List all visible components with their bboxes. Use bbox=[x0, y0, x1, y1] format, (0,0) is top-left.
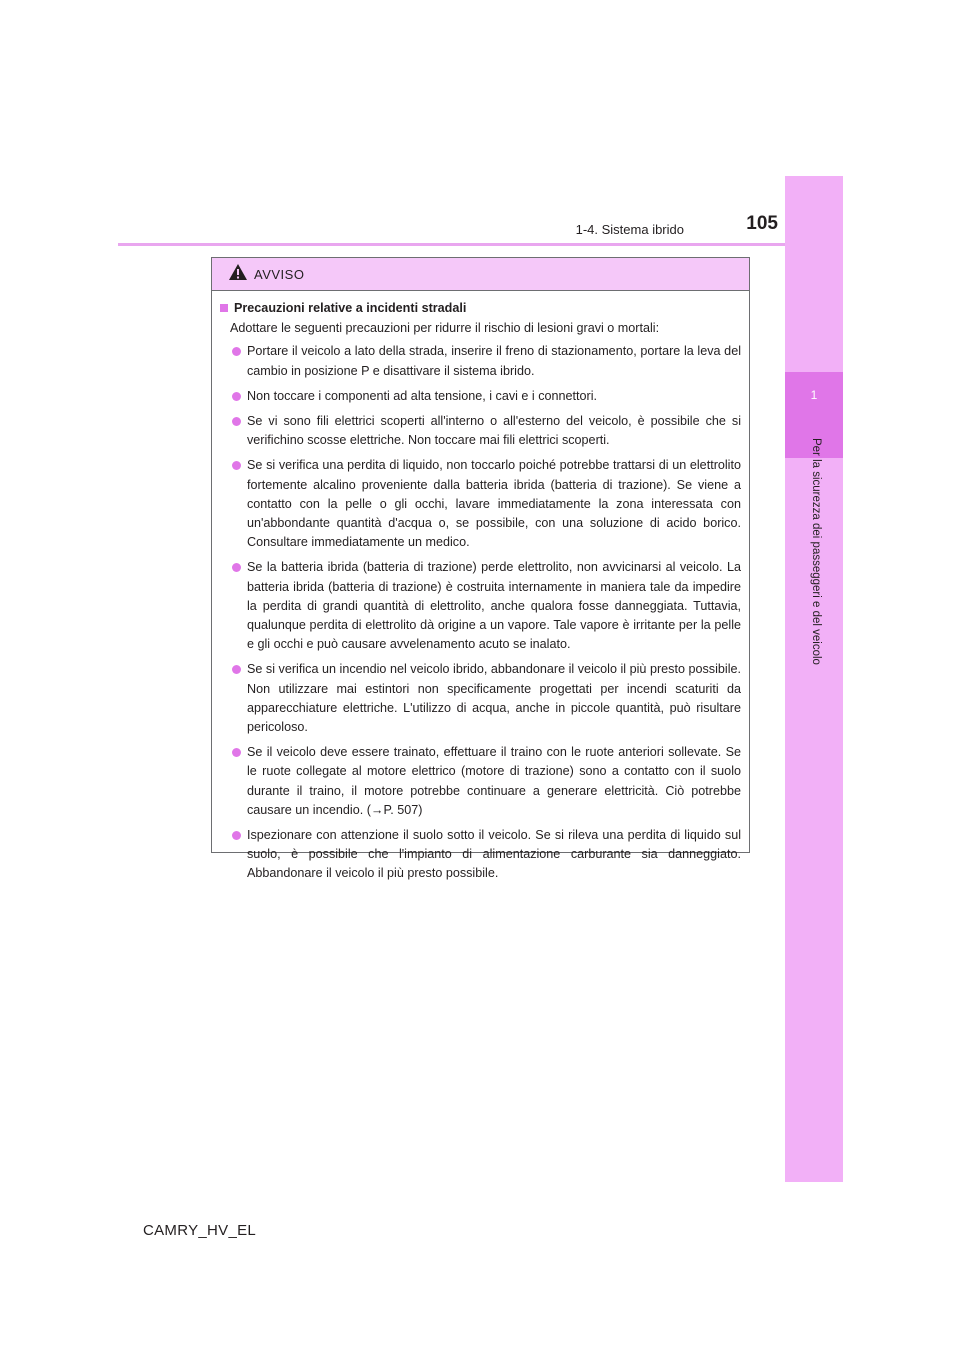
list-item-text: Ispezionare con attenzione il suolo sotto il veicolo. Se si rileva una perdita di liquido sul suolo, è possibile che l'impianto di alimentazione carburante sia danneggiato. Abbandonare il veicolo il più presto possibile. bbox=[247, 828, 741, 881]
circle-bullet-icon bbox=[232, 417, 241, 426]
section-title: 1-4. Sistema ibrido bbox=[575, 222, 684, 237]
list-item-text: Portare il veicolo a lato della strada, inserire il freno di stazionamento, portare la leva del cambio in posizione P e disattivare il sistema ibrido. bbox=[247, 344, 741, 378]
warning-box bbox=[211, 257, 750, 881]
circle-bullet-icon bbox=[232, 563, 241, 572]
warning-bullet-list bbox=[220, 342, 741, 883]
circle-bullet-icon bbox=[232, 461, 241, 470]
list-item-text: Se si verifica un incendio nel veicolo ibrido, abbandonare il veicolo il più presto possibile. Non utilizzare mai estintori non specificamente progettati per incendi scaturiti da apparecchiature elettriche. L'utilizzo di acqua, anche in piccole quantità, può risultare pericoloso. bbox=[247, 662, 741, 735]
circle-bullet-icon bbox=[232, 347, 241, 356]
list-item-text: Se il veicolo deve essere trainato, effettuare il traino con le ruote anteriori sollevate. Se le ruote collegate al motore elettrico (motore di trazione) sono a contatto con il suolo durante il traino, il motore potrebbe continuare a generare elettricità. Ciò potrebbe causare un incendio. (→P. 507) bbox=[247, 745, 741, 817]
warning-title: AVVISO bbox=[254, 266, 305, 282]
list-item bbox=[220, 456, 741, 552]
list-item-text: Se si verifica una perdita di liquido, non toccarlo poiché potrebbe trattarsi di un elettrolito fortemente alcalino proveniente dalla batteria ibrida (batteria di trazione). Se viene a contatto con la pelle o gli occhi, lavare immediatamente la zona interessata con un'abbondante quantità d'acqua o, se possibile, con una soluzione di acido borico. Consultare immediatamente un medico. bbox=[247, 458, 741, 550]
circle-bullet-icon bbox=[232, 831, 241, 840]
list-item bbox=[220, 342, 741, 380]
list-item-text: Se vi sono fili elettrici scoperti all'interno o all'esterno del veicolo, è possibile che si verifichino scosse elettriche. Non toccare mai fili elettrici scoperti. bbox=[247, 414, 741, 448]
chapter-title-vertical: Per la sicurezza dei passeggeri e del veicolo bbox=[810, 438, 822, 665]
list-item bbox=[220, 826, 741, 884]
circle-bullet-icon bbox=[232, 665, 241, 674]
list-item-text: Se la batteria ibrida (batteria di trazione) perde elettrolito, non avvicinarsi al veicolo. La batteria ibrida (batteria di trazione) è costruita internamente in maniera tale da impedire la perdita di grandi quantità di elettrolito, anche qualora fosse danneggiata. Tuttavia, qualunque perdita di elettrolito dà origine a un vapore. Tale vapore è irritante per la pelle e gli occhi e può causare avvelenamento acuto se inalato. bbox=[247, 560, 741, 652]
warning-subheading bbox=[220, 299, 741, 318]
chapter-number: 1 bbox=[810, 388, 818, 402]
circle-bullet-icon bbox=[232, 748, 241, 757]
warning-header bbox=[212, 258, 749, 291]
warning-intro: Adottare le seguenti precauzioni per ridurre il rischio di lesioni gravi o mortali: bbox=[230, 321, 660, 336]
circle-bullet-icon bbox=[232, 392, 241, 401]
model-code: CAMRY_HV_EL bbox=[143, 1222, 257, 1239]
header-rule bbox=[118, 243, 785, 246]
list-item bbox=[220, 387, 741, 406]
warning-subheading-text: Precauzioni relative a incidenti stradali bbox=[234, 301, 467, 315]
list-item bbox=[220, 743, 741, 820]
warning-body bbox=[212, 291, 749, 884]
list-item-text: Non toccare i componenti ad alta tensione, i cavi e i connettori. bbox=[247, 388, 598, 403]
list-item bbox=[220, 558, 741, 654]
list-item bbox=[220, 412, 741, 450]
warning-triangle-icon bbox=[228, 263, 248, 286]
list-item bbox=[220, 660, 741, 737]
square-bullet-icon bbox=[220, 304, 228, 312]
page-number: 105 bbox=[746, 213, 778, 234]
